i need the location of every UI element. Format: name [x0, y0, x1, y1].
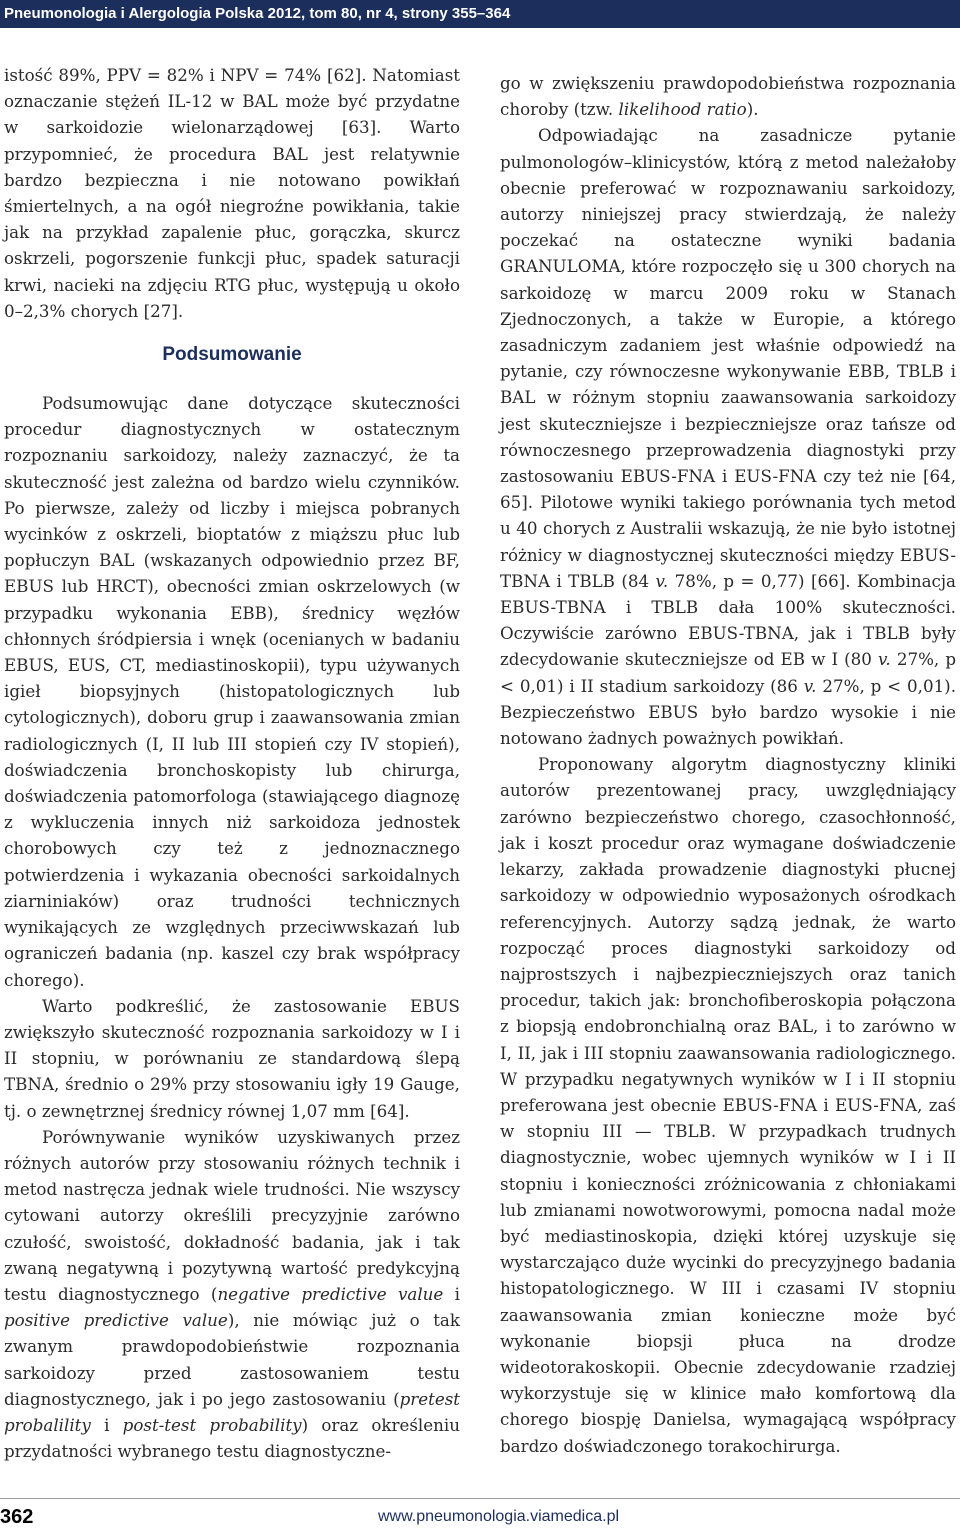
- page-number: 362: [0, 1506, 34, 1528]
- paragraph: Warto podkreślić, że zastosowanie EBUS zwiększyło skuteczność rozpoznania sarkoidozy w I i II stopniu, w porównaniu ze standardową ślepą TBNA, średnio o 29% przy stosowaniu igły 19 Gauge, tj. o zewnętrznej średnicy równej 1,07 mm [64].: [4, 995, 460, 1121]
- journal-url-link[interactable]: www.pneumonologia.viamedica.pl: [378, 1508, 620, 1525]
- text-run: go w zwiększeniu prawdopodobieństwa rozpoznania choroby (tzw.: [500, 73, 956, 120]
- left-column: [4, 62, 460, 1464]
- journal-header: Pneumonologia i Alergologia Polska 2012, tom 80, nr 4, strony 355–364: [0, 0, 960, 28]
- italic-term: v.: [877, 649, 891, 670]
- italic-term: v.: [655, 570, 669, 591]
- italic-term: pretest probalility: [4, 1388, 460, 1435]
- italic-term: post-test probability: [122, 1414, 302, 1435]
- text-run: ), nie mówiąc już o tak zwanym prawdopodobieństwie rozpoznania sarkoidozy przed zastosowaniem testu diagnostycznego, jak i po jego zastosowaniu (: [4, 1310, 460, 1409]
- italic-term: likelihood ratio: [618, 99, 747, 120]
- paragraph: [4, 1124, 460, 1465]
- text-run: i: [90, 1414, 123, 1435]
- text-run: ).: [746, 99, 759, 120]
- right-column: [500, 70, 956, 1459]
- section-heading: Podsumowanie: [162, 344, 302, 366]
- text-run: 27%, p < 0,01) i II stadium sarkoidozy (86: [500, 649, 957, 696]
- text-run: Porównywanie wyników uzyskiwanych przez różnych autorów przy stosowaniu różnych technik i metod nastręcza jednak wiele trudności. Nie wszyscy cytowani autorzy określili precyzyjnie zarówno czułość, swoistość, dokładność badania, jak i tak zwaną negatywną i pozytywną wartość predykcyjną testu diagnostycznego (: [4, 1126, 460, 1304]
- text-run: 27%, p < 0,01). Bezpieczeństwo EBUS było bardzo wysokie i nie notowano żadnych poważnych powikłań.: [500, 675, 956, 749]
- italic-term: negative predictive value: [217, 1283, 444, 1304]
- italic-term: positive predictive value: [4, 1310, 228, 1331]
- paragraph: [500, 122, 956, 751]
- text-run: 78%, p = 0,77) [66]. Kombinacja EBUS-TBNA i TBLB dała 100% skuteczności. Oczywiście zarówno EBUS-TBNA, jak i TBLB były zdecydowanie skuteczniejsze od EB w I (80: [500, 570, 956, 670]
- paragraph: istość 89%, PPV = 82% i NPV = 74% [62]. Natomiast oznaczanie stężeń IL-12 w BAL może być przydatne w sarkoidozie wielonarządowej [63]. Warto przypomnieć, że procedura BAL jest relatywnie bardzo bezpieczna i nie notowano powikłań śmiertelnych, a na ogół niegroźne powikłania, takie jak na przykład zapalenie płuc, gorączka, skurcz oskrzeli, pogorszenie funkcji płuc, spadek saturacji krwi, nacieki na zdjęciu RTG płuc, występują u około 0–2,3% chorych [27].: [4, 65, 460, 321]
- text-run: i: [443, 1283, 460, 1304]
- text-run: Odpowiadając na zasadnicze pytanie pulmonologów–klinicystów, którą z metod należałoby obecnie preferować w rozpoznawaniu sarkoidozy, autorzy niniejszej pracy stwierdzają, że należy poczekać na ostateczne wyniki badania GRANULOMA, które rozpoczęło się u 300 chorych na sarkoidozę w marcu 2009 roku w Stanach Zjednoczonych, a także w Europie, a którego zasadniczym zadaniem jest właśnie odpowiedź na pytanie, czy równoczesne wykonywanie EBB, TBLB i BAL w różnym stopniu zaawansowania sarkoidozy jest skuteczniejsze i bezpieczniejsze oraz tańsze od równoczesnego przeprowadzenia diagnostyki przy zastosowaniu EBUS-FNA i EUS-FNA czy też nie [64, 65]. Pilotowe wyniki takiego porównania tych metod u 40 chorych z Australii wskazują, że nie było istotnej różnicy w diagnostycznej skuteczności między EBUS-TBNA i TBLB (84: [500, 125, 956, 591]
- footer-divider: [0, 1498, 960, 1499]
- italic-term: v.: [803, 675, 817, 696]
- text-run: ) oraz określeniu przydatności wybranego testu diagnostyczne-: [4, 1414, 460, 1462]
- paragraph: Podsumowując dane dotyczące skuteczności procedur diagnostycznych w ostatecznym rozpoznaniu sarkoidozy, należy zaznaczyć, że ta skuteczność jest zależna od bardzo wielu czynników. Po pierwsze, zależy od liczby i miejsca pobranych wycinków z oskrzeli, bioptatów z miąższu płuc lub popłuczyn BAL (wskazanych odpowiednio przez BF, EBUS lub HRCT), obecności zmian oskrzelowych (w przypadku wykonania EBB), średnicy węzłów chłonnych śródpiersia i wnęk (ocenianych w badaniu EBUS, EUS, CT, mediastinoskopii), typu używanych igieł biopsyjnych (histopatologicznych lub cytologicznych), doboru grup i zaawansowania zmian radiologicznych (I, II lub III stopień czy IV stopień), doświadczenia bronchoskopisty lub chirurga, doświadczenia patomorfologa (stawiającego diagnozę z wykluczenia innych niż sarkoidoza jednostek chorobowych czy też z jednoznacznego potwierdzenia i wykazania obecności sarkoidalnych ziarniniaków) oraz trudności technicznych wynikających ze względnych przeciwwskazań lub ograniczeń badania (np. kaszel czy brak współpracy chorego).: [4, 393, 460, 990]
- paragraph: [500, 70, 956, 122]
- paragraph: Proponowany algorytm diagnostyczny kliniki autorów prezentowanej pracy, uwzględniający zarówno bezpieczeństwo chorego, czasochłonność, jak i koszt procedur oraz wymagane doświadczenie lekarzy, zakłada prowadzenie diagnostyki płucnej sarkoidozy w odpowiednio wyposażonych ośrodkach referencyjnych. Autorzy sądzą jednak, że warto rozpocząć proces diagnostyki sarkoidozy od najprostszych i najbezpieczniejszych oraz tanich procedur, takich jak: bronchofiberoskopia połączona z biopsją endobronchialną oraz BAL, i to zarówno w I, II, jak i III stopniu zaawansowania radiologicznego. W przypadku negatywnych wyników w I i II stopniu preferowana jest obecnie EBUS-FNA i EUS-FNA, zaś w stopniu III — TBLB. W przypadkach trudnych diagnostycznie, wobec ujemnych wyników w I i II stopniu i konieczności zróżnicowania z chłoniakami lub zmianami nowotworowymi, pomocna nadal może być mediastinoskopia, dzięki której uzyskuje się wystarczająco duże wycinki do precyzyjnego badania histopatologicznego. W III i czasami IV stopniu zaawansowania zmian konieczne może być wykonanie biopsji płuca na drodze wideotorakoskopii. Obecnie zdecydowanie rzadziej wykorzystuje się w klinice mało komfortową dla chorego biospję Danielsa, wymagającą współpracy bardzo doświadczonego torakochirurga.: [500, 754, 956, 1456]
